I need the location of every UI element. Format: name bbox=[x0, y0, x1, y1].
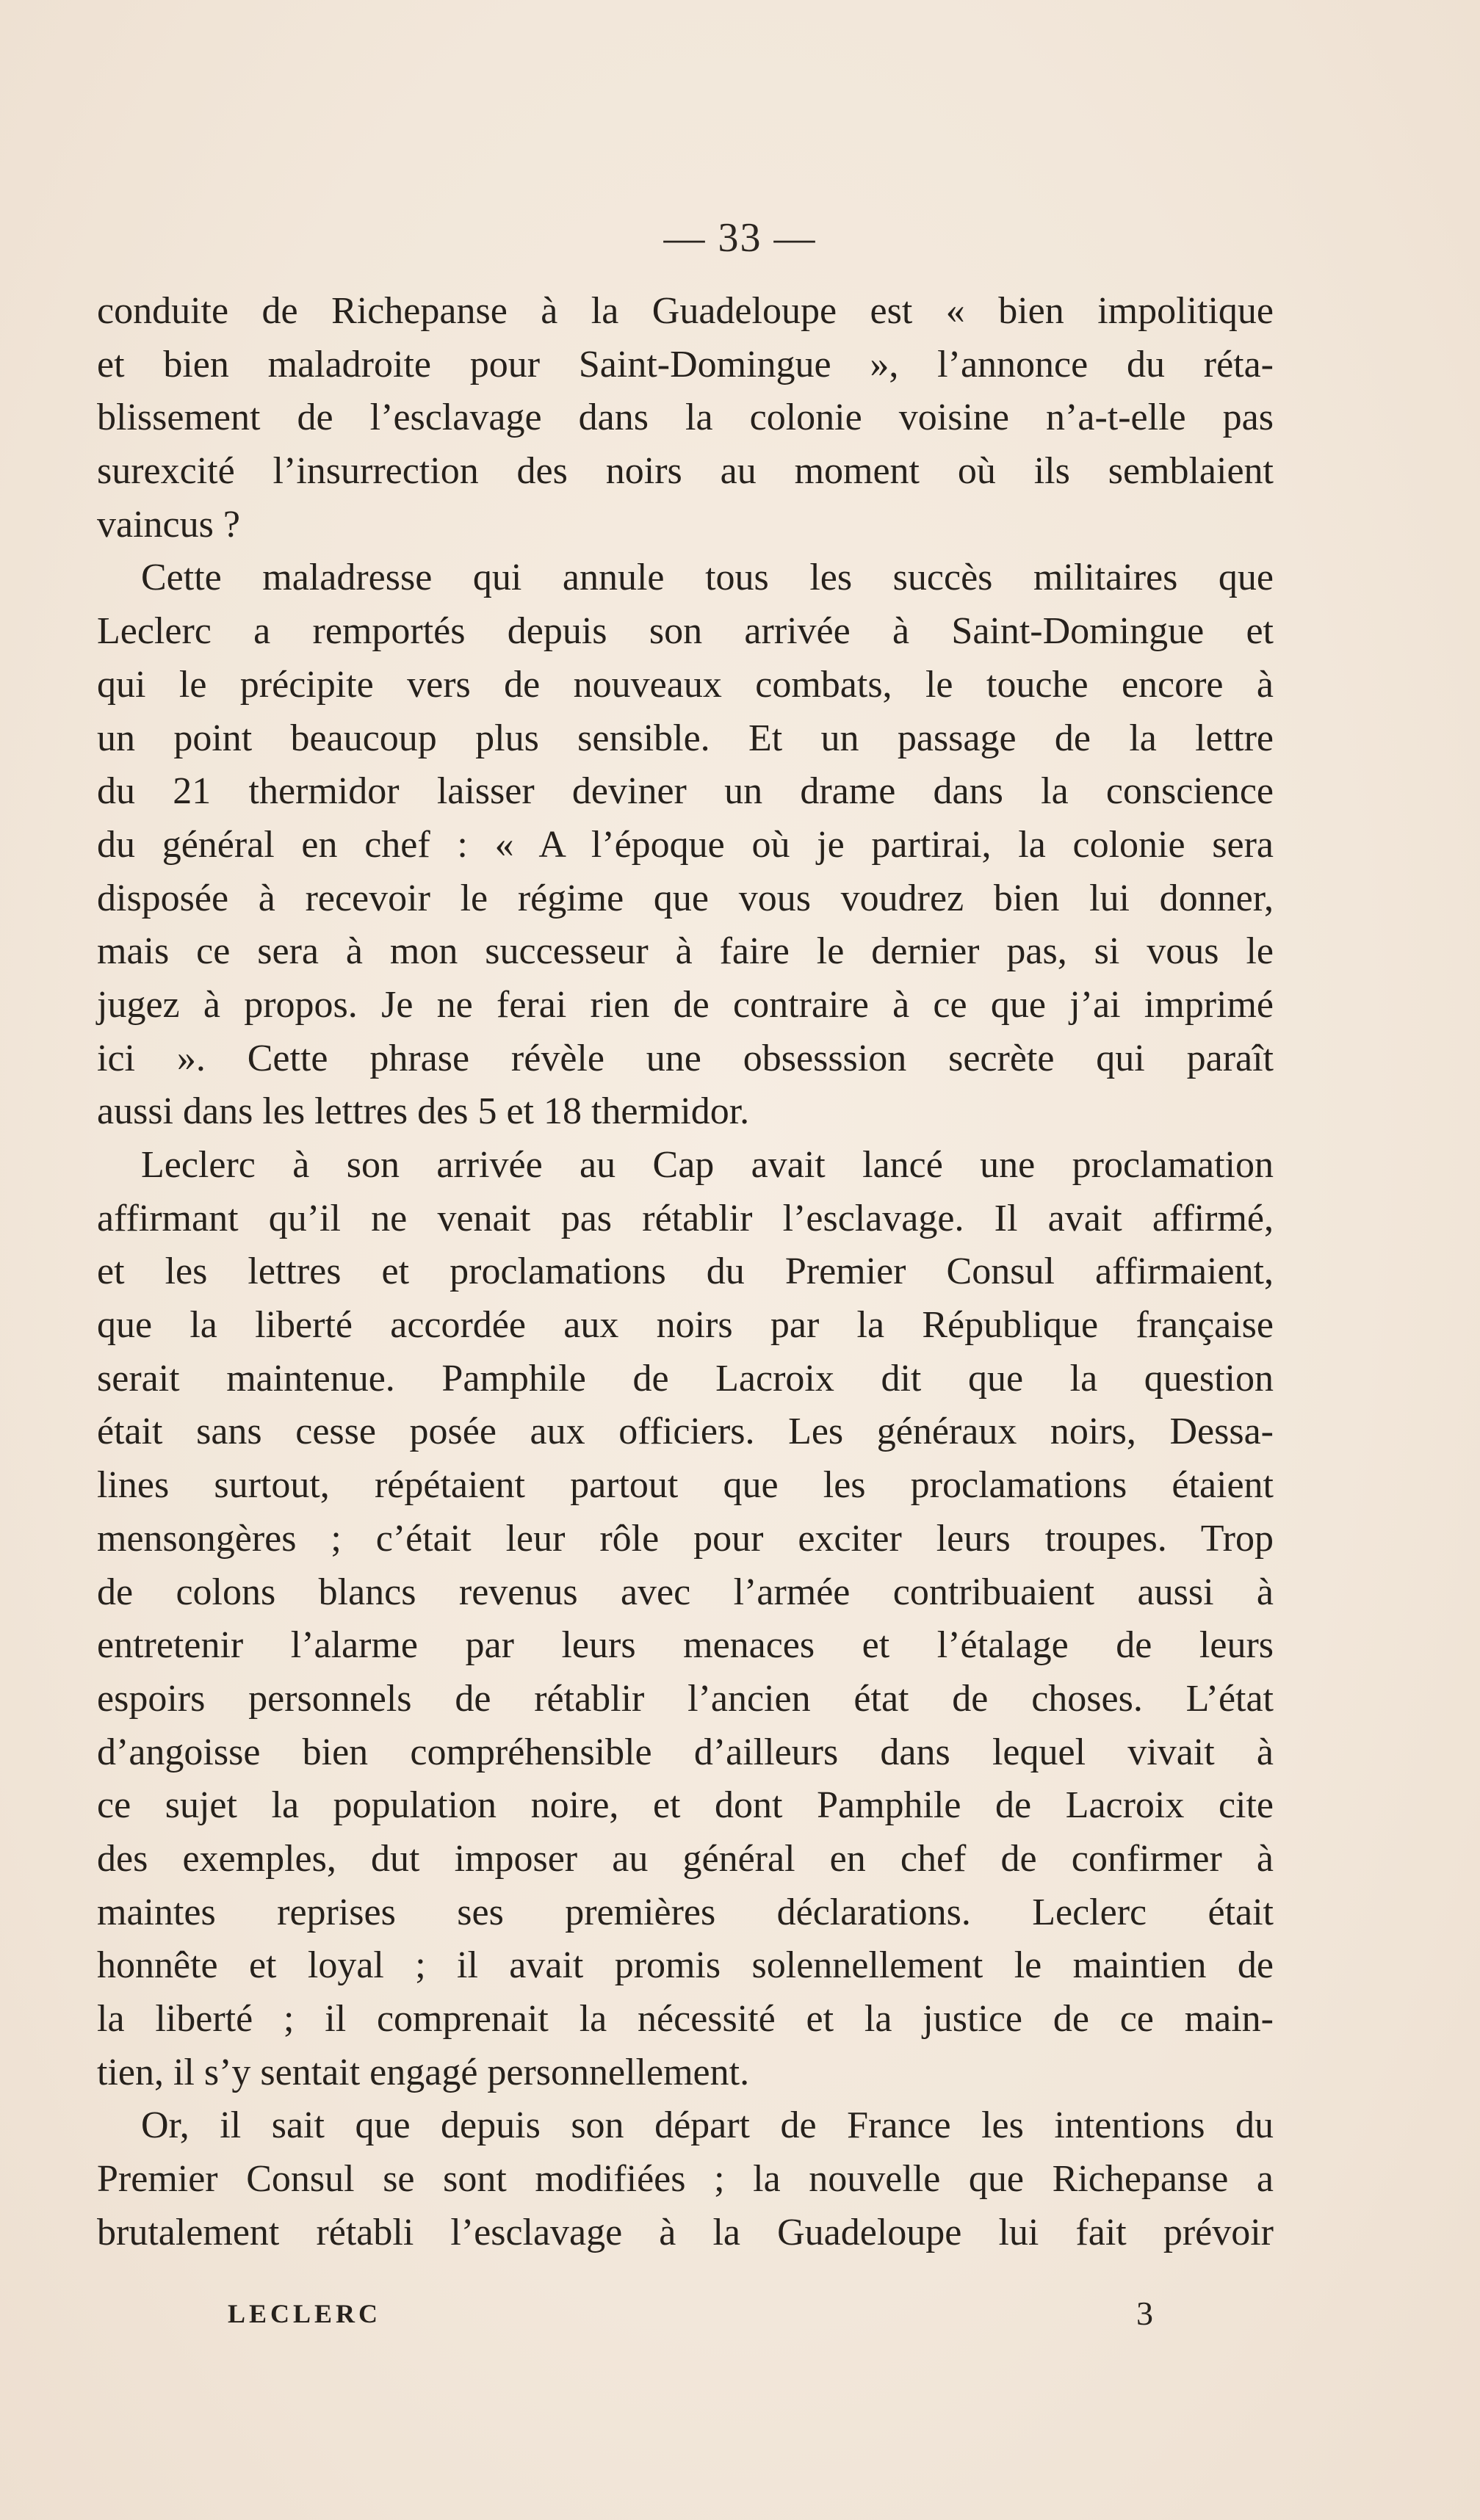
body-text bbox=[97, 285, 1274, 2259]
text-line: un point beaucoup plus sensible. Et un passage de la lettre bbox=[97, 717, 1274, 759]
text-line: d’angoisse bien compréhensible d’ailleurs dans lequel vivait à bbox=[97, 1731, 1274, 1773]
text-line: aussi dans les lettres des 5 et 18 thermidor. bbox=[97, 1090, 750, 1133]
text-line: Leclerc à son arrivée au Cap avait lancé une proclamation bbox=[141, 1144, 1274, 1186]
text-line: du général en chef : « A l’époque où je partirai, la colonie sera bbox=[97, 823, 1274, 866]
text-line: qui le précipite vers de nouveaux combats, le touche encore à bbox=[97, 663, 1274, 706]
text-line: la liberté ; il comprenait la nécessité et la justice de ce main- bbox=[97, 1998, 1274, 2040]
text-line: conduite de Richepanse à la Guadeloupe est « bien impolitique bbox=[97, 290, 1274, 332]
text-line: affirmant qu’il ne venait pas rétablir l’esclavage. Il avait affirmé, bbox=[97, 1197, 1274, 1239]
text-line: honnête et loyal ; il avait promis solennellement le maintien de bbox=[97, 1944, 1274, 1987]
text-line: blissement de l’esclavage dans la colonie voisine n’a-t-elle pas bbox=[97, 397, 1274, 439]
text-line: était sans cesse posée aux officiers. Les généraux noirs, Dessa- bbox=[97, 1411, 1274, 1453]
text-line: espoirs personnels de rétablir l’ancien état de choses. L’état bbox=[97, 1677, 1274, 1720]
text-line: et bien maladroite pour Saint-Domingue », l’annonce du réta- bbox=[97, 343, 1274, 385]
text-line: Premier Consul se sont modifiées ; la nouvelle que Richepanse a bbox=[97, 2158, 1274, 2201]
text-line: disposée à recevoir le régime que vous voudrez bien lui donner, bbox=[97, 877, 1274, 919]
sheet-number: 3 bbox=[1136, 2295, 1153, 2332]
text-line: ici ». Cette phrase révèle une obsesssion secrète qui paraît bbox=[97, 1037, 1274, 1079]
text-line: de colons blancs revenus avec l’armée contribuaient aussi à bbox=[97, 1571, 1274, 1613]
text-line: mais ce sera à mon successeur à faire le dernier pas, si vous le bbox=[97, 930, 1274, 973]
text-line: maintes reprises ses premières déclarations. Leclerc était bbox=[97, 1891, 1274, 1933]
text-line: surexcité l’insurrection des noirs au moment où ils semblaient bbox=[97, 450, 1274, 493]
text-line: Leclerc a remportés depuis son arrivée à Saint-Domingue et bbox=[97, 610, 1274, 653]
text-line: serait maintenue. Pamphile de Lacroix dit que la question bbox=[97, 1357, 1274, 1400]
text-line: et les lettres et proclamations du Premier Consul affirmaient, bbox=[97, 1250, 1274, 1293]
text-line: brutalement rétabli l’esclavage à la Guadeloupe lui fait prévoir bbox=[97, 2211, 1274, 2253]
text-line: ce sujet la population noire, et dont Pamphile de Lacroix cite bbox=[97, 1784, 1274, 1827]
text-line: tien, il s’y sentait engagé personnellement. bbox=[97, 2051, 750, 2093]
text-line: Cette maladresse qui annule tous les succès militaires que bbox=[141, 557, 1274, 599]
page-number: — 33 — bbox=[663, 215, 817, 261]
text-line: du 21 thermidor laisser deviner un drame dans la conscience bbox=[97, 770, 1274, 813]
text-line: lines surtout, répétaient partout que les proclamations étaient bbox=[97, 1464, 1274, 1507]
text-line: entretenir l’alarme par leurs menaces et l’étalage de leurs bbox=[97, 1624, 1274, 1667]
text-line: vaincus ? bbox=[97, 503, 240, 546]
text-line: Or, il sait que depuis son départ de France les intentions du bbox=[141, 2104, 1274, 2147]
text-line: jugez à propos. Je ne ferai rien de contraire à ce que j’ai imprimé bbox=[97, 983, 1274, 1026]
signature-mark: LECLERC bbox=[228, 2299, 382, 2328]
text-line: mensongères ; c’était leur rôle pour exciter leurs troupes. Trop bbox=[97, 1517, 1274, 1560]
text-line: que la liberté accordée aux noirs par la République française bbox=[97, 1304, 1274, 1347]
text-line: des exemples, dut imposer au général en chef de confirmer à bbox=[97, 1837, 1274, 1880]
